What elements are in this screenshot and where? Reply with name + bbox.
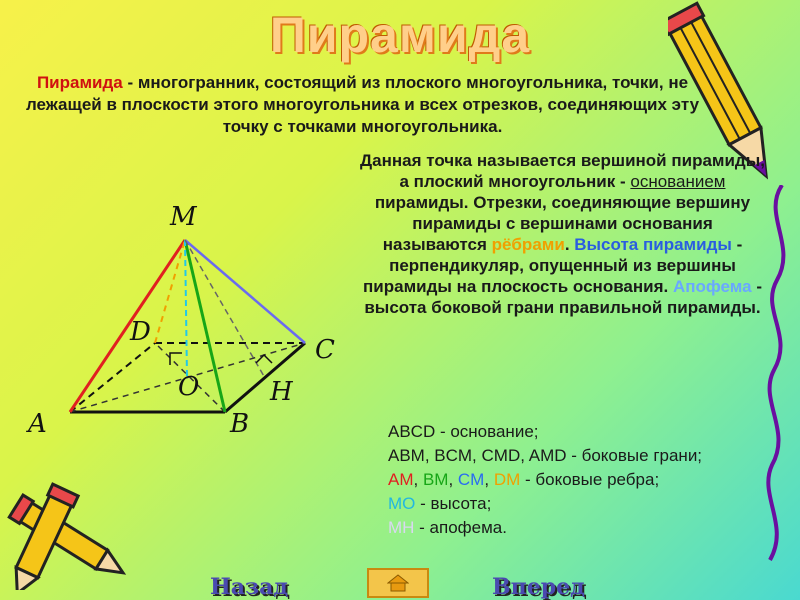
edge-cm-label: CM xyxy=(457,470,485,489)
forward-button[interactable]: Вперед xyxy=(492,574,585,600)
pyramid-diagram xyxy=(20,195,360,445)
notation-list xyxy=(388,420,702,540)
home-button[interactable] xyxy=(367,568,429,598)
explanation-part3: . xyxy=(564,235,575,254)
home-icon xyxy=(387,574,409,592)
label-b: B xyxy=(230,409,250,439)
explanation-part4: - перпендикуляр, опущенный из вершины пирамиды на плоскость основания. xyxy=(363,235,743,296)
list-item-height xyxy=(388,492,702,516)
list-item-base: ABCD - основание; xyxy=(388,422,539,441)
explanation-part2: пирамиды. Отрезки, соединяющие вершину пирамиды с вершинами основания называются xyxy=(374,193,751,254)
definition-text xyxy=(5,72,720,138)
mo-label: MO xyxy=(388,494,416,513)
explanation-part5: - высота боковой грани правильной пирамиды. xyxy=(364,277,762,317)
height-mo xyxy=(185,240,187,377)
term-apothem: Апофема xyxy=(672,277,752,296)
term-height: Высота пирамиды xyxy=(574,235,732,254)
apothem-mh xyxy=(185,240,265,378)
pencils-icon xyxy=(0,480,140,590)
label-o: O xyxy=(178,372,200,402)
mh-text: - апофема. xyxy=(414,518,507,537)
edge-bc xyxy=(225,343,305,412)
list-item-edges: AM, BM, CM, DM - боковые ребра; xyxy=(388,470,660,489)
label-a: A xyxy=(28,409,47,439)
explanation-text xyxy=(360,150,765,318)
term-edges: рёбрами xyxy=(491,235,565,254)
mo-text: - высота; xyxy=(415,494,492,513)
edge-da xyxy=(70,343,155,412)
edge-dm xyxy=(155,240,185,343)
edge-cm xyxy=(185,240,305,343)
edge-dm-label: DM xyxy=(493,470,521,489)
back-button[interactable]: Назад xyxy=(210,574,288,600)
label-m: M xyxy=(170,202,197,232)
edge-bm-label: BM xyxy=(422,470,449,489)
mh-label: MH xyxy=(388,518,415,537)
definition-body: - многогранник, состоящий из плоского многоугольника, точки, не лежащей в плоскости этого многоугольника и всех отрезков, соединяющих эту точку с точками многоугольника. xyxy=(25,73,700,136)
label-c: C xyxy=(315,335,335,365)
page-title: Пирамида xyxy=(269,7,531,63)
edge-am-label: AM xyxy=(388,470,414,489)
edge-am xyxy=(70,240,185,412)
label-d: D xyxy=(130,317,151,347)
term-base: основанием xyxy=(630,172,726,191)
explanation-part1: Данная точка называется вершиной пирамиды, а плоский многоугольник - xyxy=(360,151,765,191)
right-angle-h xyxy=(256,355,272,363)
label-h: H xyxy=(270,377,293,407)
edges-text: - боковые ребра; xyxy=(520,470,660,489)
list-item-apothem xyxy=(388,516,702,540)
definition-term: Пирамида xyxy=(36,73,123,92)
list-item-faces: ABM, BCM, CMD, AMD - боковые грани; xyxy=(388,446,703,465)
